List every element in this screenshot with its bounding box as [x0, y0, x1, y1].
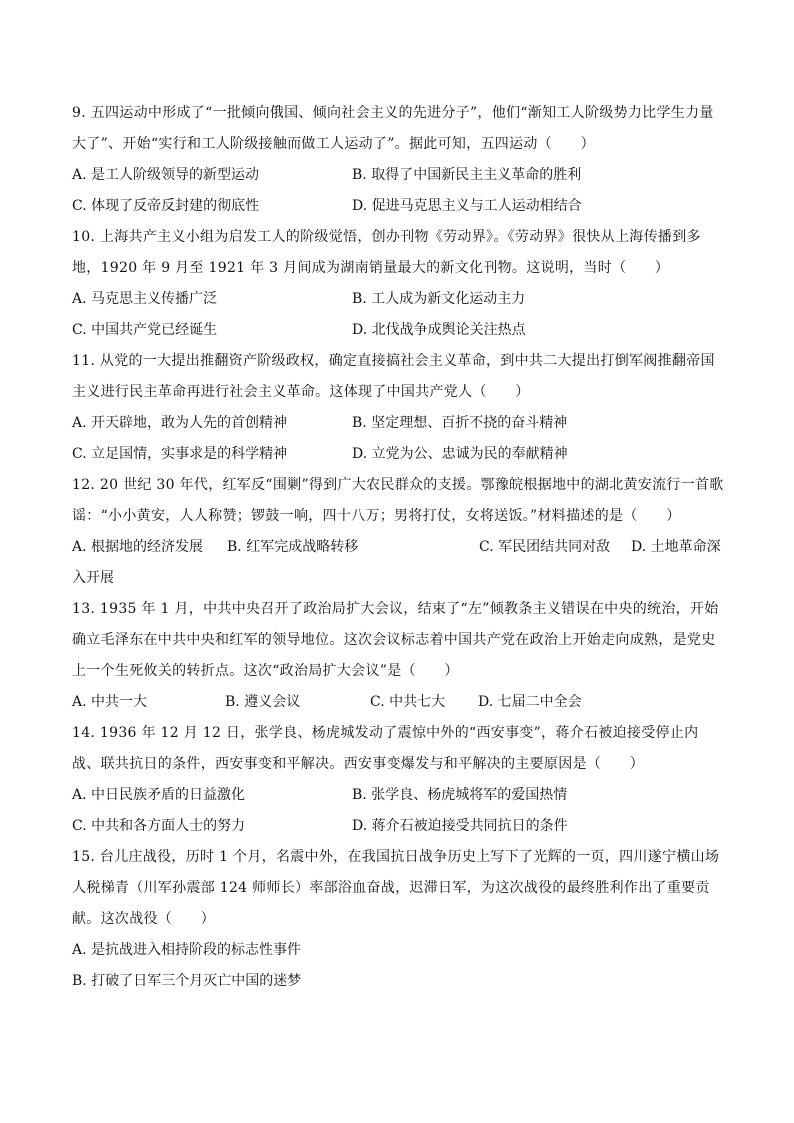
option-a[interactable]: A. 是工人阶级领导的新型运动 [72, 167, 260, 183]
question-11 [72, 346, 724, 470]
option-list [72, 408, 724, 470]
option-a[interactable]: A. 中日民族矛盾的日益激化 [72, 787, 246, 803]
question-9 [72, 98, 724, 222]
option-c[interactable]: C. 中国共产党已经诞生 [72, 322, 218, 338]
option-a[interactable]: A. 中共一大 [72, 694, 148, 710]
option-list [72, 160, 724, 222]
question-stem: 15. 台儿庄战役，历时 1 个月，名震中外，在我国抗日战争历史上写下了光辉的一页，四川遂宁横山场人税梯青（川军孙震部 124 师师长）率部浴血奋战，迟滞日军，为这次战役的最终胜利作出了重要贡献。这次战役（ ） [72, 849, 720, 927]
option-list [72, 284, 724, 346]
option-d[interactable]: D. 北伐战争成舆论关注热点 [352, 322, 526, 338]
option-a[interactable]: A. 开天辟地，敢为人先的首创精神 [72, 415, 288, 431]
option-list [72, 687, 724, 718]
question-stem: 11. 从党的一大提出推翻资产阶级政权，确定直接搞社会主义革命，到中共二大提出打倒军阀推翻帝国主义进行民主革命再进行社会主义革命。这体现了中国共产党人（ ） [72, 353, 715, 400]
option-list [72, 532, 724, 594]
option-c[interactable]: C. 中共七大 [370, 694, 446, 710]
option-c[interactable]: C. 体现了反帝反封建的彻底性 [72, 198, 260, 214]
question-stem: 13. 1935 年 1 月，中共中央召开了政治局扩大会议，结束了“左”倾教条主义错误在中央的统治，开始确立毛泽东在中共中央和红军的领导地位。这次会议标志着中国共产党在政治上开始走向成熟，是党史上一个生死攸关的转折点。这次“政治局扩大会议”是（ ） [72, 601, 719, 679]
option-d[interactable]: D. 促进马克思主义与工人运动相结合 [352, 198, 582, 214]
question-12 [72, 470, 724, 594]
option-a[interactable]: A. 是抗战进入相持阶段的标志性事件 [72, 942, 302, 958]
option-b[interactable]: B. 红军完成战略转移 [227, 539, 359, 555]
question-10 [72, 222, 724, 346]
option-b[interactable]: B. 坚定理想、百折不挠的奋斗精神 [352, 415, 568, 431]
option-b[interactable]: B. 遵义会议 [225, 694, 301, 710]
option-c[interactable]: C. 军民团结共同对敌 [479, 539, 611, 555]
exam-page [72, 98, 724, 997]
option-d[interactable]: D. 七届二中全会 [478, 694, 582, 710]
option-b[interactable]: B. 工人成为新文化运动主力 [352, 291, 526, 307]
option-d[interactable]: D. 蒋介石被迫接受共同抗日的条件 [352, 818, 568, 834]
question-14 [72, 718, 724, 842]
option-a[interactable]: A. 根据地的经济发展 [72, 539, 204, 555]
question-stem: 14. 1936 年 12 月 12 日，张学良、杨虎城发动了震惊中外的“西安事变”，蒋介石被迫接受停止内战、联共抗日的条件，西安事变和平解决。西安事变爆发与和平解决的主要原因是（ ） [72, 725, 699, 772]
option-list [72, 935, 724, 997]
option-c[interactable]: C. 立足国情，实事求是的科学精神 [72, 446, 288, 462]
option-b[interactable]: B. 取得了中国新民主主义革命的胜利 [352, 167, 582, 183]
question-stem: 12. 20 世纪 30 年代，红军反“围剿”得到广大农民群众的支援。鄂豫皖根据地中的湖北黄安流行一首歌谣：“小小黄安，人人称赞；锣鼓一响，四十八万；男将打仗，女将送饭。”材料描述的是（ ） [72, 477, 724, 524]
option-b[interactable]: B. 张学良、杨虎城将军的爱国热情 [352, 787, 568, 803]
question-stem: 10. 上海共产主义小组为启发工人的阶级觉悟，创办刊物《劳动界》。《劳动界》很快从上海传播到多地，1920 年 9 月至 1921 年 3 月间成为湖南销量最大的新文化刊物。这说明，当时（ ） [72, 229, 701, 276]
option-d[interactable]: D. 土地革命深入开展 [72, 539, 721, 586]
option-list [72, 780, 724, 842]
question-stem: 9. 五四运动中形成了“一批倾向俄国、倾向社会主义的先进分子”，他们“渐知工人阶级势力比学生力量大了”、开始“实行和工人阶级接触而做工人运动了”。据此可知，五四运动（ ） [72, 105, 714, 152]
question-15 [72, 842, 724, 997]
option-a[interactable]: A. 马克思主义传播广泛 [72, 291, 218, 307]
question-13 [72, 594, 724, 718]
option-d[interactable]: D. 立党为公、忠诚为民的奉献精神 [352, 446, 568, 462]
option-c[interactable]: C. 中共和各方面人士的努力 [72, 818, 246, 834]
option-b[interactable]: B. 打破了日军三个月灭亡中国的迷梦 [72, 973, 302, 989]
